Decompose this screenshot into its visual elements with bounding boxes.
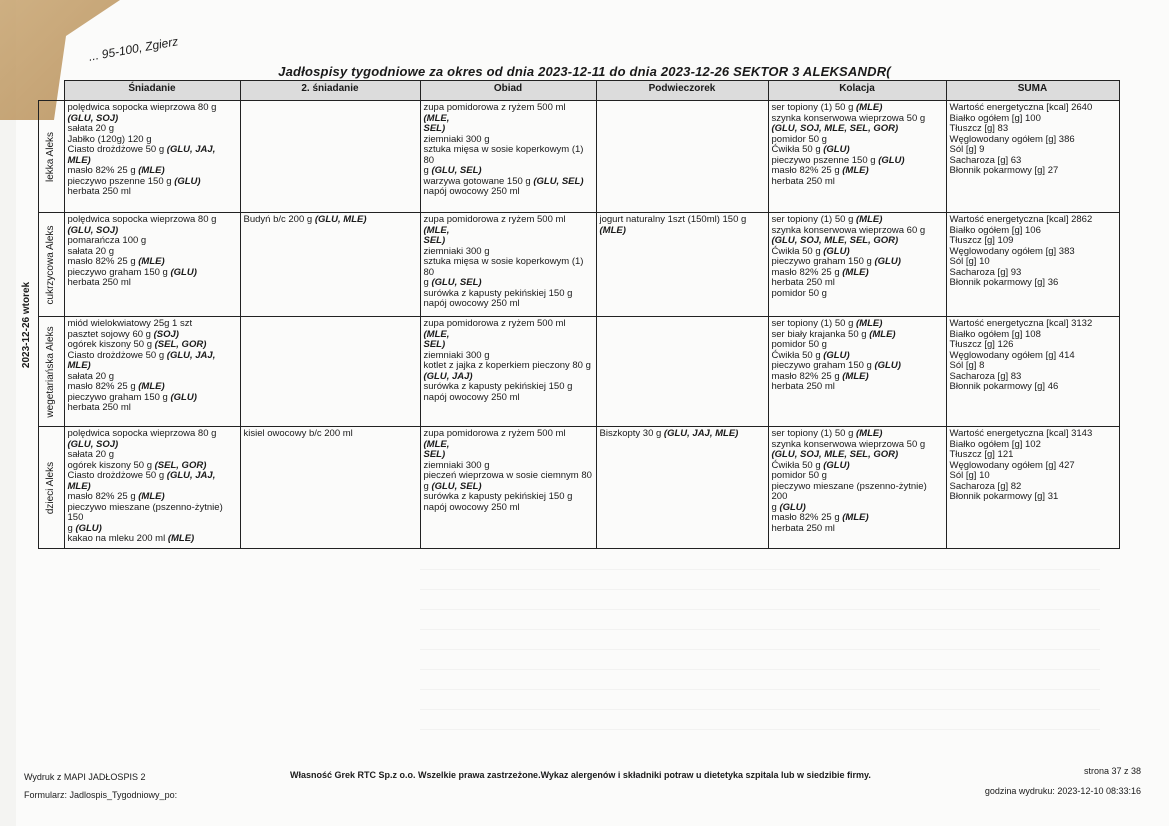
- cell-line: Sól [g] 9: [949, 144, 985, 155]
- cell-line: g (GLU, SEL): [423, 480, 482, 492]
- diet-label: wegetariańska Aleks: [44, 325, 56, 418]
- cell-line: ziemniaki 300 g: [423, 349, 490, 361]
- cell-line: pieczywo graham 150 g (GLU): [771, 360, 901, 371]
- cell-line: Ciasto drożdżowe 50 g (GLU, JAJ,: [67, 144, 216, 155]
- cell-line: Ćwikła 50 g (GLU): [771, 144, 850, 155]
- diet-cell: [38, 101, 64, 213]
- diet-cell: [38, 427, 64, 549]
- cell-line: surówka z kapusty pekińskiej 150 g: [423, 381, 573, 392]
- cell-line: surówka z kapusty pekińskiej 150 g: [423, 287, 573, 299]
- diet-label: lekka Aleks: [44, 131, 56, 182]
- cell-line: Ćwikła 50 g (GLU): [771, 459, 850, 471]
- cell-line: MLE): [67, 360, 91, 371]
- cell-line: Wartość energetyczna [kcal] 2862: [949, 214, 1093, 225]
- cell-suma: [946, 213, 1119, 317]
- cell-line: herbata 250 ml: [771, 175, 835, 187]
- date-cell: [16, 101, 38, 549]
- corner-empty: [16, 81, 38, 101]
- cell-line: polędwica sopocka wieprzowa 80 g: [67, 428, 217, 439]
- cell-line: pieczywo pszenne 150 g (GLU): [67, 175, 201, 187]
- table-row: [16, 101, 1119, 213]
- cell-line: pomidor 50 g: [771, 133, 827, 145]
- cell-line: pieczywo graham 150 g (GLU): [771, 256, 901, 267]
- footer-copyright: Własność Grek RTC Sp.z o.o. Wszelkie prawa zastrzeżone.Wykaz alergenów i składniki potraw u dietetyka szpitala lub w siedzibie firmy.: [290, 770, 871, 780]
- col-kolacja: Kolacja: [768, 81, 946, 101]
- cell-line: Jabłko (120g) 120 g: [67, 133, 152, 145]
- cell-line: SEL): [423, 449, 446, 460]
- cell-line: pomarańcza 100 g: [67, 235, 147, 246]
- cell-line: Sól [g] 8: [949, 360, 985, 371]
- table-row: [16, 317, 1119, 427]
- cell-line: Białko ogółem [g] 102: [949, 438, 1041, 450]
- cell-line: szynka konserwowa wieprzowa 50 g: [771, 112, 926, 124]
- cell-sniadanie: [64, 317, 240, 427]
- cell-line: Sól [g] 10: [949, 470, 990, 481]
- cell-line: ser topiony (1) 50 g (MLE): [771, 318, 883, 329]
- cell-line: masło 82% 25 g (MLE): [67, 491, 165, 502]
- cell-line: ogórek kiszony 50 g (SEL, GOR): [67, 339, 207, 350]
- cell-obiad: [420, 317, 596, 427]
- cell-line: ser biały krajanka 50 g (MLE): [771, 328, 896, 340]
- cell-sniadanie2: [240, 317, 420, 427]
- cell-line: masło 82% 25 g (MLE): [771, 512, 869, 523]
- cell-line: g (GLU): [67, 522, 102, 534]
- cell-sniadanie: [64, 101, 240, 213]
- corner-empty-2: [38, 81, 64, 101]
- cell-line: Węglowodany ogółem [g] 383: [949, 245, 1075, 257]
- table-row: [16, 427, 1119, 549]
- cell-line: kotlet z jajka z koperkiem pieczony 80 g: [423, 360, 591, 371]
- cell-line: zupa pomidorowa z ryżem 500 ml (MLE,: [423, 214, 566, 236]
- diet-cell: [38, 317, 64, 427]
- cell-line: ziemniaki 300 g: [423, 133, 490, 145]
- cell-line: (GLU, SOJ, MLE, SEL, GOR): [771, 123, 899, 134]
- col-obiad: Obiad: [420, 81, 596, 101]
- cell-line: (GLU, JAJ): [423, 370, 473, 382]
- table-row: [16, 213, 1119, 317]
- cell-line: Błonnik pokarmowy [g] 36: [949, 277, 1059, 288]
- cell-line: Błonnik pokarmowy [g] 27: [949, 165, 1059, 176]
- cell-line: pieczywo graham 150 g (GLU): [67, 266, 197, 278]
- cell-line: Ćwikła 50 g (GLU): [771, 245, 850, 257]
- cell-line: sałata 20 g: [67, 449, 114, 460]
- cell-line: masło 82% 25 g (MLE): [771, 266, 869, 278]
- cell-line: Ciasto drożdżowe 50 g (GLU, JAJ,: [67, 470, 216, 481]
- cell-line: zupa pomidorowa z ryżem 500 ml (MLE,: [423, 318, 566, 340]
- cell-line: Wartość energetyczna [kcal] 3132: [949, 318, 1093, 329]
- cell-obiad: [420, 213, 596, 317]
- header-row: [16, 81, 1119, 101]
- cell-line: SEL): [423, 339, 446, 350]
- cell-line: MLE): [67, 154, 91, 166]
- cell-line: pomidor 50 g: [771, 287, 827, 299]
- cell-line: Ćwikła 50 g (GLU): [771, 349, 850, 361]
- cell-line: ser topiony (1) 50 g (MLE): [771, 428, 883, 439]
- cell-podwieczorek: [596, 427, 768, 549]
- footer-printout: Wydruk z MAPI JADŁOSPIS 2: [24, 772, 146, 782]
- cell-suma: [946, 101, 1119, 213]
- cell-line: Białko ogółem [g] 100: [949, 112, 1041, 124]
- cell-line: sałata 20 g: [67, 245, 114, 257]
- cell-line: polędwica sopocka wieprzowa 80 g: [67, 102, 217, 113]
- cell-line: polędwica sopocka wieprzowa 80 g: [67, 214, 217, 225]
- cell-obiad: [420, 101, 596, 213]
- page-title: Jadłospisy tygodniowe za okres od dnia 2023-12-11 do dnia 2023-12-26 SEKTOR 3 ALEKSANDR(: [278, 64, 891, 79]
- cell-line: (GLU, SOJ, MLE, SEL, GOR): [771, 449, 899, 460]
- cell-line: Węglowodany ogółem [g] 427: [949, 459, 1075, 471]
- footer-page-number: strona 37 z 38: [1083, 766, 1141, 776]
- cell-line: Sacharoza [g] 83: [949, 370, 1022, 382]
- cell-line: szynka konserwowa wieprzowa 60 g: [771, 224, 926, 236]
- cell-line: Sól [g] 10: [949, 256, 990, 267]
- cell-sniadanie2: [240, 427, 420, 549]
- cell-line: Tłuszcz [g] 83: [949, 123, 1009, 134]
- cell-line: ser topiony (1) 50 g (MLE): [771, 214, 883, 225]
- cell-line: kisiel owocowy b/c 200 ml: [243, 428, 353, 439]
- cell-line: Sacharoza [g] 93: [949, 266, 1022, 278]
- cell-line: (MLE): [599, 224, 626, 236]
- cell-line: (GLU, SOJ, MLE, SEL, GOR): [771, 235, 899, 246]
- cell-line: Węglowodany ogółem [g] 414: [949, 349, 1075, 361]
- cell-line: pomidor 50 g: [771, 339, 827, 350]
- cell-kolacja: [768, 101, 946, 213]
- cell-podwieczorek: [596, 317, 768, 427]
- cell-line: Tłuszcz [g] 109: [949, 235, 1014, 246]
- cell-line: herbata 250 ml: [67, 402, 131, 413]
- cell-line: ogórek kiszony 50 g (SEL, GOR): [67, 459, 207, 471]
- cell-line: Błonnik pokarmowy [g] 31: [949, 491, 1059, 502]
- cell-line: (GLU, SOJ): [67, 112, 119, 124]
- cell-line: Sacharoza [g] 82: [949, 480, 1022, 492]
- cell-line: masło 82% 25 g (MLE): [67, 256, 165, 267]
- cell-line: pieczywo mieszane (pszenno-żytnie) 200: [771, 480, 927, 502]
- cell-line: zupa pomidorowa z ryżem 500 ml (MLE,: [423, 102, 566, 124]
- diet-label: cukrzycowa Aleks: [44, 225, 56, 304]
- cell-line: masło 82% 25 g (MLE): [67, 165, 165, 176]
- cell-line: Błonnik pokarmowy [g] 46: [949, 381, 1059, 392]
- col-sniadanie: Śniadanie: [64, 81, 240, 101]
- menu-body: [16, 101, 1119, 549]
- diet-label: dzieci Aleks: [44, 461, 56, 514]
- cell-line: Ciasto drożdżowe 50 g (GLU, JAJ,: [67, 349, 216, 361]
- date-label: 2023-12-26 wtorek: [20, 281, 32, 368]
- col-2-sniadanie: 2. śniadanie: [240, 81, 420, 101]
- cell-line: SEL): [423, 123, 446, 134]
- col-podwieczorek: Podwieczorek: [596, 81, 768, 101]
- cell-line: Tłuszcz [g] 121: [949, 449, 1014, 460]
- footer-print-time: godzina wydruku: 2023-12-10 08:33:16: [984, 786, 1141, 796]
- cell-kolacja: [768, 427, 946, 549]
- cell-line: Biszkopty 30 g (GLU, JAJ, MLE): [599, 428, 739, 439]
- cell-line: sałata 20 g: [67, 370, 114, 382]
- cell-line: pomidor 50 g: [771, 470, 827, 481]
- menu-table: [16, 80, 1120, 549]
- cell-line: Wartość energetyczna [kcal] 2640: [949, 102, 1093, 113]
- cell-line: pieczywo pszenne 150 g (GLU): [771, 154, 905, 166]
- cell-sniadanie2: [240, 101, 420, 213]
- cell-line: warzywa gotowane 150 g (GLU, SEL): [423, 175, 584, 187]
- cell-line: kakao na mleku 200 ml (MLE): [67, 533, 195, 544]
- col-suma: SUMA: [946, 81, 1119, 101]
- cell-line: sztuka mięsa w sosie koperkowym (1) 80: [423, 144, 584, 166]
- cell-line: pasztet sojowy 60 g (SOJ): [67, 328, 179, 340]
- cell-sniadanie2: [240, 213, 420, 317]
- footer-form: Formularz: Jadlospis_Tygodniowy_po:: [24, 790, 178, 800]
- cell-line: sztuka mięsa w sosie koperkowym (1) 80: [423, 256, 584, 278]
- cell-line: Wartość energetyczna [kcal] 3143: [949, 428, 1093, 439]
- cell-line: Sacharoza [g] 63: [949, 154, 1022, 166]
- cell-line: herbata 250 ml: [771, 381, 835, 392]
- cell-sniadanie: [64, 213, 240, 317]
- cell-line: Budyń b/c 200 g (GLU, MLE): [243, 214, 367, 225]
- cell-suma: [946, 427, 1119, 549]
- cell-line: miód wielokwiatowy 25g 1 szt: [67, 318, 193, 329]
- cell-line: napój owocowy 250 ml: [423, 501, 520, 513]
- address-note: ... 95-100, Zgierz: [87, 34, 180, 64]
- cell-suma: [946, 317, 1119, 427]
- cell-line: masło 82% 25 g (MLE): [771, 370, 869, 382]
- cell-line: masło 82% 25 g (MLE): [771, 165, 869, 176]
- cell-obiad: [420, 427, 596, 549]
- cell-line: g (GLU): [771, 501, 806, 513]
- cell-line: surówka z kapusty pekińskiej 150 g: [423, 491, 573, 502]
- cell-line: sałata 20 g: [67, 123, 114, 134]
- cell-line: (GLU, SOJ): [67, 224, 119, 236]
- cell-line: ser topiony (1) 50 g (MLE): [771, 102, 883, 113]
- cell-line: jogurt naturalny 1szt (150ml) 150 g: [599, 214, 747, 225]
- cell-line: SEL): [423, 235, 446, 246]
- diet-cell: [38, 213, 64, 317]
- cell-line: szynka konserwowa wieprzowa 50 g: [771, 438, 926, 450]
- bleed-through-shadow: [420, 560, 1100, 730]
- cell-line: Węglowodany ogółem [g] 386: [949, 133, 1075, 145]
- cell-line: Białko ogółem [g] 108: [949, 328, 1041, 340]
- cell-line: MLE): [67, 480, 91, 492]
- cell-line: g (GLU, SEL): [423, 165, 482, 176]
- cell-line: Białko ogółem [g] 106: [949, 224, 1041, 236]
- cell-line: herbata 250 ml: [771, 277, 835, 288]
- cell-line: pieczywo graham 150 g (GLU): [67, 391, 197, 403]
- cell-line: napój owocowy 250 ml: [423, 186, 520, 197]
- cell-line: herbata 250 ml: [67, 277, 131, 288]
- cell-line: napój owocowy 250 ml: [423, 298, 520, 309]
- cell-line: Tłuszcz [g] 126: [949, 339, 1014, 350]
- cell-line: herbata 250 ml: [67, 186, 131, 197]
- cell-line: ziemniaki 300 g: [423, 245, 490, 257]
- cell-kolacja: [768, 317, 946, 427]
- cell-podwieczorek: [596, 101, 768, 213]
- cell-line: herbata 250 ml: [771, 522, 835, 534]
- cell-sniadanie: [64, 427, 240, 549]
- cell-line: ziemniaki 300 g: [423, 459, 490, 471]
- cell-line: pieczywo mieszane (pszenno-żytnie) 150: [67, 501, 223, 523]
- cell-podwieczorek: [596, 213, 768, 317]
- cell-line: pieczeń wieprzowa w sosie ciemnym 80: [423, 470, 592, 481]
- cell-line: masło 82% 25 g (MLE): [67, 381, 165, 392]
- cell-line: g (GLU, SEL): [423, 277, 482, 288]
- cell-line: napój owocowy 250 ml: [423, 391, 520, 403]
- cell-line: zupa pomidorowa z ryżem 500 ml (MLE,: [423, 428, 566, 450]
- cell-kolacja: [768, 213, 946, 317]
- cell-line: (GLU, SOJ): [67, 438, 119, 450]
